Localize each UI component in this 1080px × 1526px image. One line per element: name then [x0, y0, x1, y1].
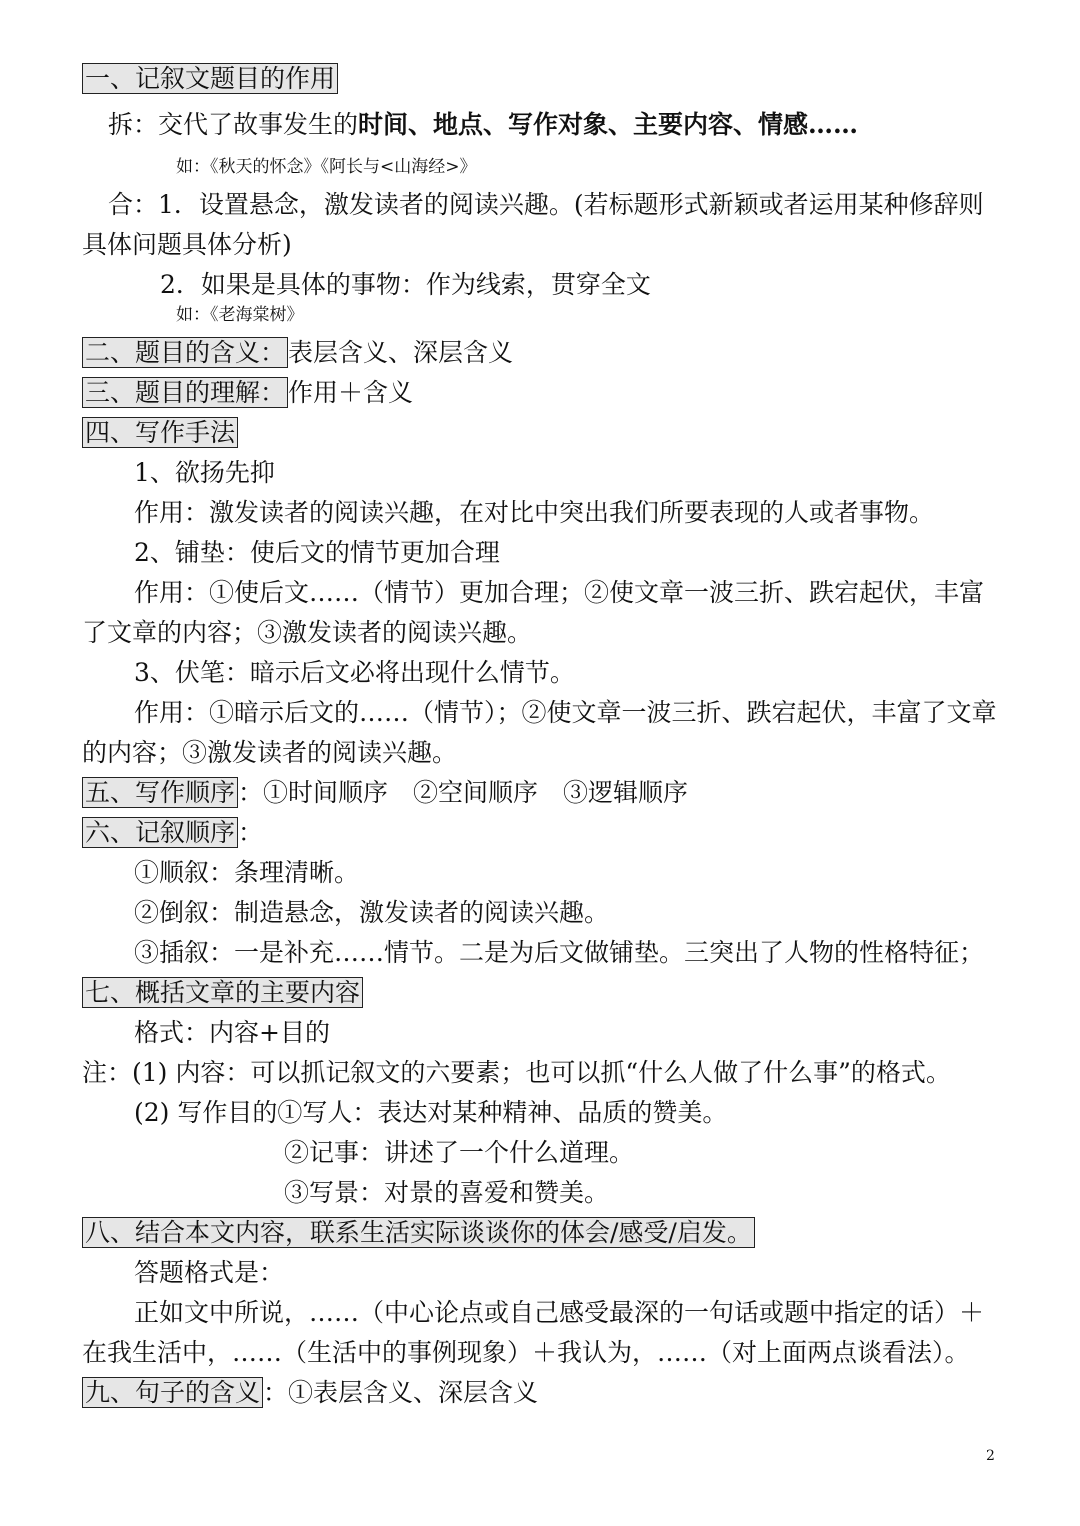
text-line: ②倒叙：制造悬念，激发读者的阅读兴趣。: [134, 898, 610, 927]
text-line: 了文章的内容；③激发读者的阅读兴趣。: [82, 618, 533, 647]
page-number: 2: [986, 1448, 995, 1464]
section-heading-1: 一、记叙文题目的作用: [82, 63, 338, 94]
section-heading-3: 三、题目的理解：: [82, 377, 288, 408]
text-line: 具体问题具体分析): [82, 230, 292, 259]
text-line: ②记事：讲述了一个什么道理。: [284, 1138, 635, 1167]
text-line: 2、铺垫：使后文的情节更加合理: [134, 538, 500, 567]
text-line: 拆：交代了故事发生的时间、地点、写作对象、主要内容、情感……: [108, 110, 859, 139]
text-line: (2) 写作目的①写人：表达对某种精神、品质的赞美。: [134, 1098, 728, 1127]
section-heading-8: 八、结合本文内容，联系生活实际谈谈你的体会/感受/启发。: [82, 1217, 755, 1248]
section-heading-2: 二、题目的含义：: [82, 337, 288, 368]
text-line: 注：(1) 内容：可以抓记叙文的六要素；也可以抓“什么人做了什么事”的格式。: [82, 1058, 951, 1087]
text-line: 答题格式是：: [134, 1258, 285, 1287]
text-line: ③插叙：一是补充……情节。二是为后文做铺垫。三突出了人物的性格特征；: [134, 938, 985, 967]
text-line: 正如文中所说，……（中心论点或自己感受最深的一句话或题中指定的话）＋: [134, 1298, 985, 1327]
section-heading-7: 七、概括文章的主要内容: [82, 977, 363, 1008]
example-line: 如：《秋天的怀念》《阿长与<山海经>》: [176, 157, 477, 177]
text-line: 在我生活中，……（生活中的事例现象）＋我认为，……（对上面两点谈看法）。: [82, 1338, 970, 1367]
section-heading-4: 四、写作手法: [82, 417, 238, 448]
section-heading-6: 六、记叙顺序: [82, 817, 238, 848]
text-line: 3、伏笔：暗示后文必将出现什么情节。: [134, 658, 575, 687]
example-line: 如：《老海棠树》: [176, 305, 304, 325]
text-line: 格式：内容+目的: [134, 1018, 330, 1047]
text-line: ③写景：对景的喜爱和赞美。: [284, 1178, 610, 1207]
bold-text: 时间、地点、写作对象、主要内容、情感……: [358, 110, 859, 139]
text-line: 作用：①暗示后文的……（情节）；②使文章一波三折、跌宕起伏，丰富了文章: [134, 698, 997, 727]
text-line: 合：1．设置悬念，激发读者的阅读兴趣。(若标题形式新颖或者运用某种修辞则: [108, 190, 984, 219]
section-heading-5: 五、写作顺序: [82, 777, 238, 808]
section-heading-9: 九、句子的含义: [82, 1377, 263, 1408]
text-line: 作用：①使后文……（情节）更加合理；②使文章一波三折、跌宕起伏，丰富: [134, 578, 985, 607]
text-line: 2．如果是具体的事物：作为线索，贯穿全文: [160, 270, 651, 299]
text-line: 1、欲扬先抑: [134, 458, 275, 487]
text-line: 的内容；③激发读者的阅读兴趣。: [82, 738, 458, 767]
text-line: ①顺叙：条理清晰。: [134, 858, 360, 887]
text-line: 作用：激发读者的阅读兴趣，在对比中突出我们所要表现的人或者事物。: [134, 498, 935, 527]
